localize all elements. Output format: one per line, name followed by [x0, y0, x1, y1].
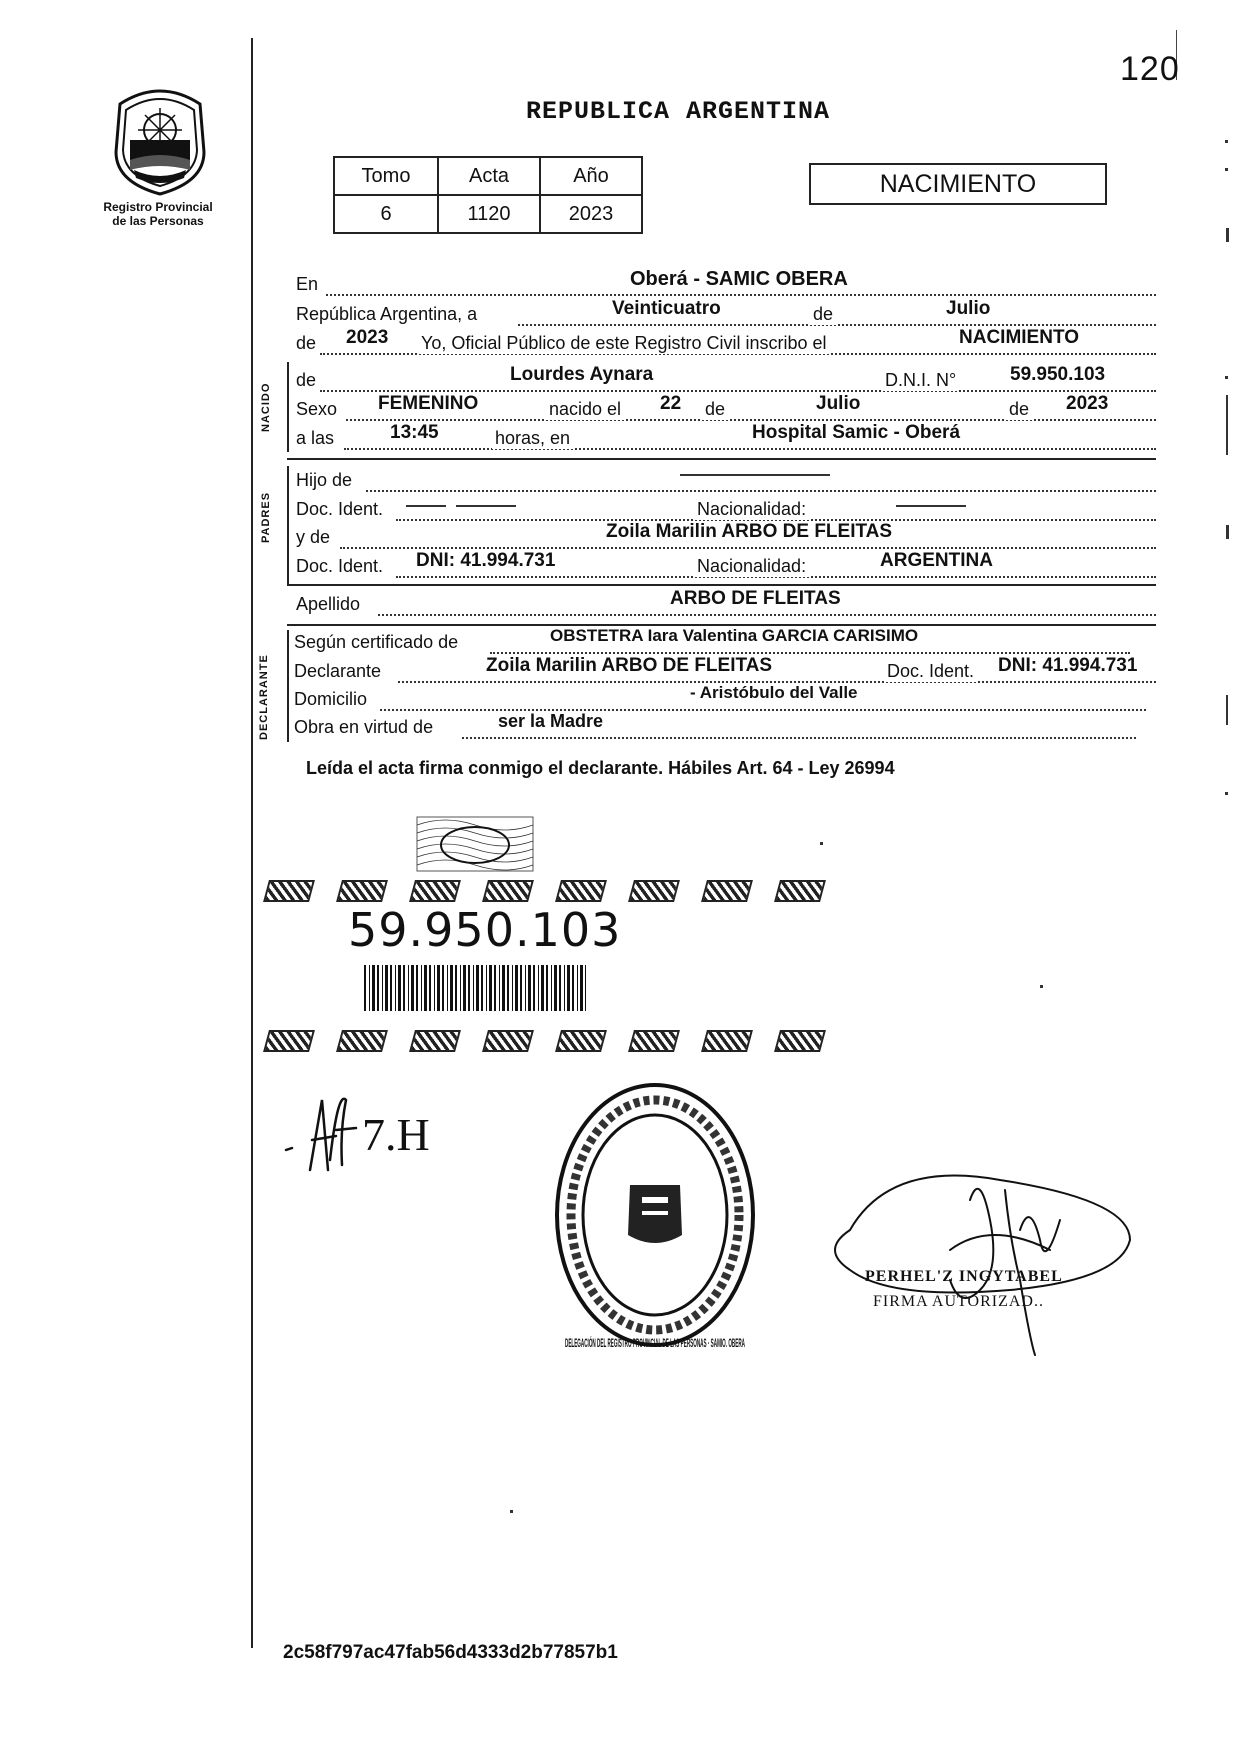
seal-text: DELEGACIÓN DEL REGISTRO PROVINCIAL DE LAS PERSONAS · SAMIO. OBERA — [565, 1336, 1034, 1350]
org-name-line2: de las Personas — [112, 214, 204, 228]
child-name: Lourdes Aynara — [510, 364, 654, 385]
doc-ident-label: Doc. Ident. — [296, 499, 384, 519]
section-divider — [287, 458, 1156, 460]
child-dni: 59.950.103 — [1010, 364, 1106, 385]
registry-value-acta: 1120 — [438, 195, 540, 233]
closing-text: Leída el acta firma conmigo el declarante. Hábiles Art. 64 - Ley 26994 — [306, 758, 895, 778]
republica-label: República Argentina, a — [296, 304, 478, 324]
registry-header-tomo: Tomo — [334, 157, 438, 195]
birth-place: Hospital Samic - Oberá — [752, 422, 961, 443]
org-name-line1: Registro Provincial — [103, 200, 213, 214]
official-text: Yo, Oficial Público de este Registro Civil inscribo el — [418, 333, 830, 354]
dotted-line — [366, 490, 1156, 492]
dotted-line — [490, 652, 1130, 654]
nacido-side-label: NACIDO — [260, 382, 272, 432]
dotted-line — [518, 324, 1156, 326]
blank-dash — [896, 505, 966, 507]
row-doc2 — [296, 550, 1156, 582]
row-domicilio — [294, 683, 1156, 715]
declarante-value: Zoila Marilin ARBO DE FLEITAS — [486, 655, 773, 676]
row-time — [296, 422, 1156, 454]
provincia-de-misiones-logo — [100, 82, 220, 200]
registry-table — [333, 156, 643, 234]
scan-speck — [1225, 376, 1228, 379]
official-signature — [830, 1160, 1150, 1360]
place-value: Oberá - SAMIC OBERA — [630, 268, 848, 290]
handwritten-signature — [280, 1080, 460, 1180]
scan-speck — [1040, 985, 1043, 988]
registration-day: Veinticuatro — [612, 298, 721, 319]
certificado-label: Según certificado de — [294, 632, 459, 652]
domicilio-label: Domicilio — [294, 689, 368, 709]
row-year — [296, 327, 1156, 359]
scan-speck — [510, 1510, 513, 1513]
dotted-line — [462, 737, 1136, 739]
doc-ident-label: Doc. Ident. — [296, 556, 384, 576]
scan-speck — [1226, 395, 1228, 455]
obra-value: ser la Madre — [498, 711, 604, 731]
birth-time: 13:45 — [390, 422, 439, 443]
name-label: de — [296, 370, 317, 390]
section-divider — [287, 584, 1156, 586]
nacido-section-bar — [287, 362, 289, 452]
security-stamp — [415, 815, 535, 873]
dotted-line — [346, 419, 1156, 421]
dotted-line — [378, 614, 1156, 616]
document-hash: 2c58f797ac47fab56d4333d2b77857b1 — [283, 1642, 618, 1663]
record-type-box: NACIMIENTO — [809, 163, 1107, 205]
padres-section-bar — [287, 466, 289, 584]
signature-initials: 7.H — [362, 1109, 430, 1160]
registration-year: 2023 — [346, 327, 389, 348]
birth-month: Julio — [816, 393, 861, 414]
dni-barcode — [364, 965, 586, 1011]
dni-number-large: 59.950.103 — [348, 903, 622, 957]
declarante-doc-label: Doc. Ident. — [884, 661, 977, 682]
blank-dash — [456, 505, 516, 507]
scan-speck — [820, 842, 823, 845]
declarante-label: Declarante — [294, 661, 382, 681]
row-obra — [294, 711, 1156, 743]
registry-header-row — [334, 157, 642, 195]
certificado-value: OBSTETRA Iara Valentina GARCIA CARISIMO — [550, 626, 919, 645]
security-strip-bottom — [266, 1030, 850, 1056]
domicilio-value: - Aristóbulo del Valle — [690, 683, 858, 702]
official-value: NACIMIENTO — [959, 327, 1079, 348]
declarante-doc-value: DNI: 41.994.731 — [998, 655, 1138, 676]
blank-dash — [406, 505, 446, 507]
de-label: de — [1006, 399, 1032, 420]
registry-value-tomo: 6 — [334, 195, 438, 233]
organization-name — [88, 200, 228, 228]
padres-side-label: PADRES — [260, 491, 272, 543]
registry-header-acta: Acta — [438, 157, 540, 195]
apellido-label: Apellido — [296, 594, 361, 614]
sexo-value: FEMENINO — [378, 393, 479, 414]
margin-rule — [251, 38, 253, 1648]
horas-label: horas, en — [492, 428, 573, 449]
declarante-side-label: DECLARANTE — [258, 654, 270, 740]
document-title: REPUBLICA ARGENTINA — [526, 97, 831, 126]
scan-speck — [1225, 168, 1228, 171]
row-apellido — [296, 588, 1156, 620]
de-label: de — [702, 399, 728, 420]
row-en — [296, 268, 1156, 300]
dotted-line — [380, 709, 1146, 711]
mother-nationality: ARGENTINA — [880, 550, 993, 571]
dotted-line — [340, 547, 1156, 549]
scan-speck — [1226, 525, 1229, 539]
nacionalidad-label: Nacionalidad: — [694, 556, 809, 577]
registry-value-row — [334, 195, 642, 233]
scan-speck — [1225, 792, 1228, 795]
scan-speck — [1225, 140, 1228, 143]
official-name-stamp: PERHEL'Z INGYTABEL — [865, 1268, 1063, 1285]
declarante-section-bar — [287, 630, 289, 742]
row-hijo — [296, 470, 1156, 496]
registry-header-anio: Año — [540, 157, 642, 195]
scan-speck — [1226, 228, 1229, 242]
mother-name: Zoila Marilin ARBO DE FLEITAS — [606, 521, 893, 542]
de-label: de — [810, 304, 836, 325]
firma-autorizada-stamp: FIRMA AUTORIZAD.. — [873, 1293, 1044, 1310]
registry-value-anio: 2023 — [540, 195, 642, 233]
obra-label: Obra en virtud de — [294, 717, 434, 737]
en-label: En — [296, 274, 319, 294]
birth-year: 2023 — [1066, 393, 1109, 414]
registration-month: Julio — [946, 298, 991, 319]
page-number: 120 — [1120, 50, 1180, 88]
nacionalidad-label: Nacionalidad: — [694, 499, 809, 520]
dotted-line — [344, 448, 1156, 450]
dotted-line — [320, 390, 1156, 392]
birth-day: 22 — [660, 393, 682, 414]
dni-label: D.N.I. N° — [882, 370, 959, 391]
hijo-label: Hijo de — [296, 470, 353, 490]
scan-speck — [1226, 695, 1228, 725]
y-de-label: y de — [296, 527, 331, 547]
blank-dash — [680, 474, 830, 476]
mother-doc: DNI: 41.994.731 — [416, 550, 556, 571]
apellido-value: ARBO DE FLEITAS — [670, 588, 841, 609]
dotted-line — [326, 294, 1156, 296]
year-prefix-label: de — [296, 333, 317, 353]
alas-label: a las — [296, 428, 335, 448]
nacido-label: nacido el — [546, 399, 624, 420]
sexo-label: Sexo — [296, 399, 338, 419]
